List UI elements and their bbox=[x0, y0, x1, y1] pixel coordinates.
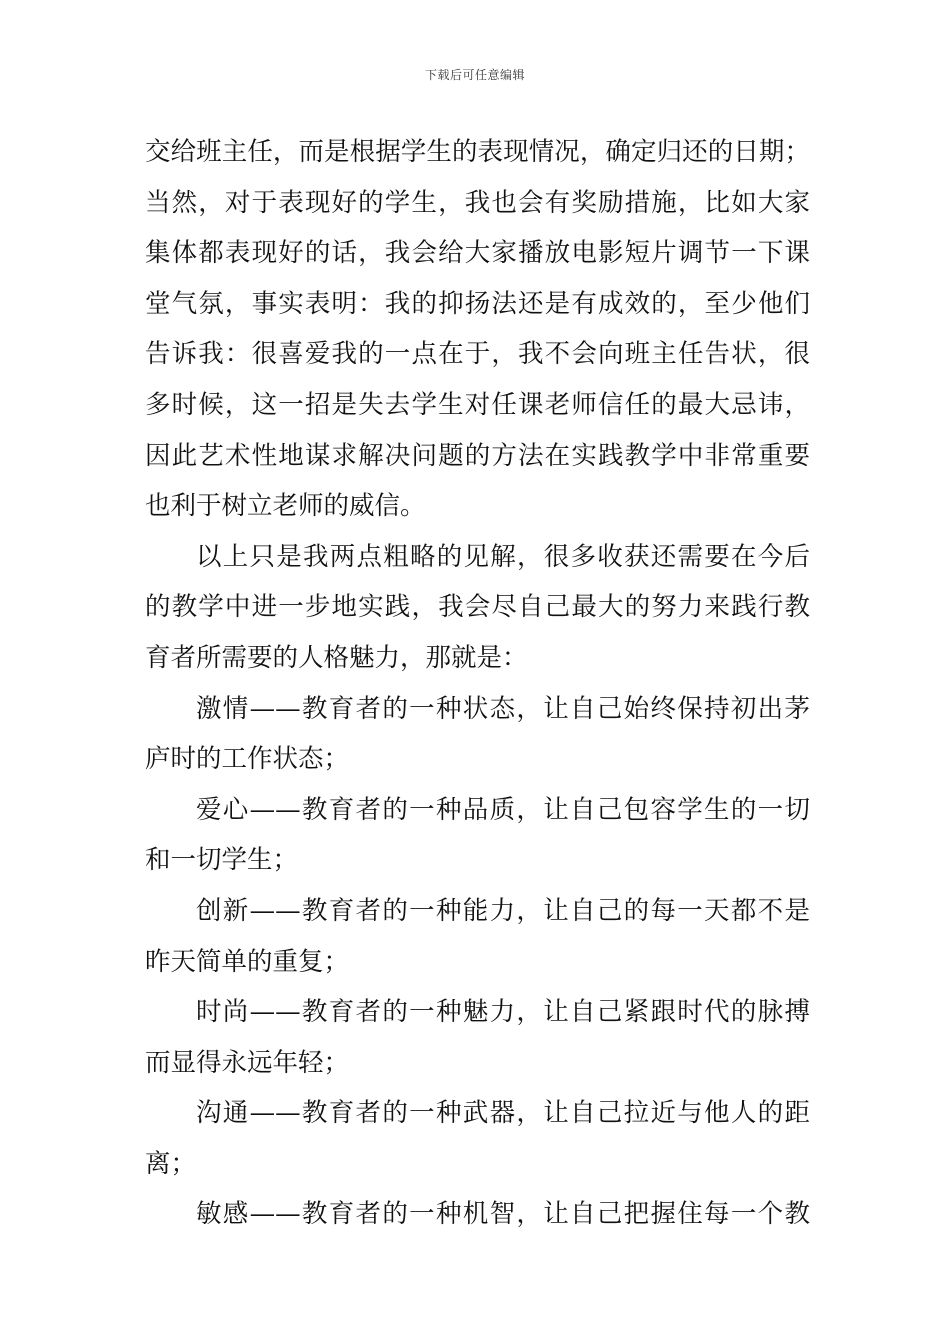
text-line: 集体都表现好的话，我会给大家播放电影短片调节一下课 bbox=[145, 238, 810, 269]
text-line: 昨天简单的重复； bbox=[145, 946, 350, 977]
text-line: 敏感——教育者的一种机智，让自己把握住每一个教 bbox=[196, 1199, 810, 1230]
document-body bbox=[145, 127, 810, 1240]
text-line: 育者所需要的人格魅力，那就是： bbox=[145, 642, 528, 673]
text-line: 创新——教育者的一种能力，让自己的每一天都不是 bbox=[196, 895, 810, 926]
text-line: 的教学中进一步地实践，我会尽自己最大的努力来践行教 bbox=[145, 592, 810, 623]
text-line: 激情——教育者的一种状态，让自己始终保持初出茅 bbox=[196, 693, 810, 724]
page-header: 下载后可任意编辑 bbox=[424, 68, 525, 82]
text-line: 离； bbox=[145, 1148, 197, 1179]
text-line: 因此艺术性地谋求解决问题的方法在实践教学中非常重要 bbox=[145, 440, 810, 471]
text-line: 当然，对于表现好的学生，我也会有奖励措施，比如大家 bbox=[145, 187, 810, 218]
text-line: 爱心——教育者的一种品质，让自己包容学生的一切 bbox=[196, 794, 810, 825]
text-line: 多时候，这一招是失去学生对任课老师信任的最大忌讳， bbox=[145, 389, 810, 420]
text-line: 而显得永远年轻； bbox=[145, 1047, 350, 1078]
text-line: 庐时的工作状态； bbox=[145, 744, 350, 775]
text-line: 告诉我：很喜爱我的一点在于，我不会向班主任告状，很 bbox=[145, 339, 810, 370]
text-line: 和一切学生； bbox=[145, 845, 299, 876]
text-line: 交给班主任，而是根据学生的表现情况，确定归还的日期； bbox=[145, 137, 810, 167]
text-line: 时尚——教育者的一种魅力，让自己紧跟时代的脉搏 bbox=[196, 997, 810, 1028]
text-line: 沟通——教育者的一种武器，让自己拉近与他人的距 bbox=[196, 1098, 810, 1129]
text-line: 堂气氛，事实表明：我的抑扬法还是有成效的，至少他们 bbox=[145, 288, 810, 319]
text-line: 以上只是我两点粗略的见解，很多收获还需要在今后 bbox=[196, 541, 810, 572]
text-line: 也利于树立老师的威信。 bbox=[145, 491, 426, 522]
